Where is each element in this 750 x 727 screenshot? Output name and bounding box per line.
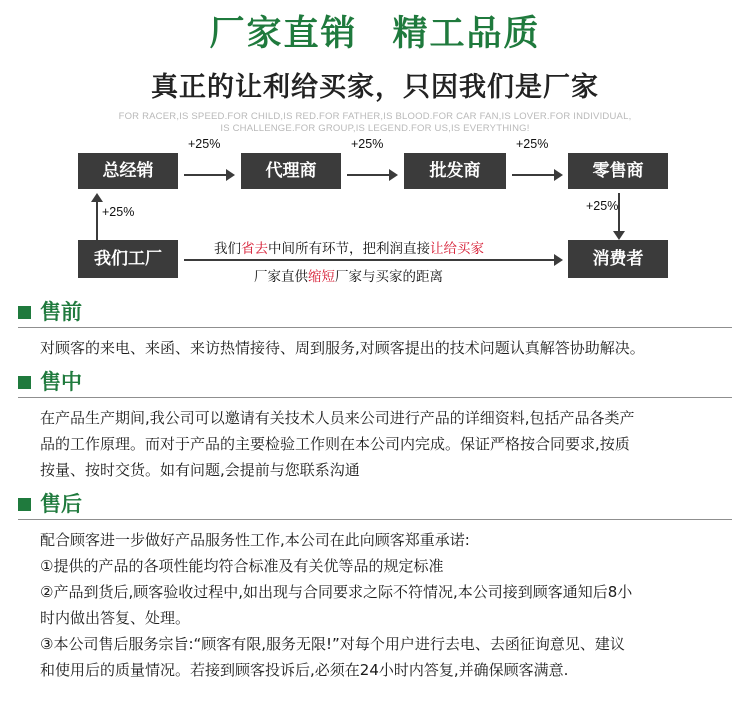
- node-retailer: 零售商: [568, 153, 668, 189]
- paragraph: 和使用后的质量情况。若接到顾客投诉后,必须在24小时内答复,并确保顾客满意.: [40, 661, 569, 679]
- node-wholesaler: 批发商: [404, 153, 506, 189]
- node-consumer: 消费者: [568, 240, 668, 278]
- square-bullet-icon: [18, 498, 31, 511]
- node-factory: 我们工厂: [78, 240, 178, 278]
- arrowhead-retailer-consumer: [613, 231, 625, 240]
- middle-text-red-2: 让给买家: [430, 241, 484, 257]
- supply-chain-diagram: [0, 137, 750, 291]
- section-during-sale: [0, 371, 750, 483]
- middle-text-1: 我们: [214, 241, 241, 257]
- english-tagline-line1: FOR RACER,IS SPEED.FOR CHILD,IS RED.FOR FATHER,IS BLOOD.FOR CAR FAN,IS LOVER.FOR INDIVIDUAL,: [118, 111, 632, 122]
- arrow-factory-consumer: [184, 259, 554, 261]
- section-after-sale-body: [18, 527, 732, 683]
- paragraph: 时内做出答复、处理。: [40, 609, 191, 627]
- paragraph: 对顾客的来电、来函、来访热情接待、周到服务,对顾客提出的技术问题认真解答协助解决。: [40, 339, 645, 357]
- section-during-sale-divider: [18, 397, 732, 398]
- section-pre-sale-body: [18, 335, 732, 361]
- paragraph: 在产品生产期间,我公司可以邀请有关技术人员来公司进行产品的详细资料,包括产品各类产: [40, 409, 635, 427]
- section-during-sale-header: [18, 371, 732, 393]
- percent-agent-wholesaler: +25%: [351, 137, 384, 151]
- percent-retailer-consumer: +25%: [586, 199, 619, 213]
- paragraph: ①提供的产品的各项性能均符合标准及有关优等品的规定标准: [40, 557, 444, 575]
- section-during-sale-body: [18, 405, 732, 483]
- paragraph: 按量、按时交货。如有问题,会提前与您联系沟通: [40, 461, 360, 479]
- section-pre-sale-title: 售前: [40, 300, 82, 324]
- arrow-factory-distributor: [96, 201, 98, 241]
- section-pre-sale-divider: [18, 327, 732, 328]
- middle-text-4: 厂家与买家的距离: [335, 269, 443, 285]
- page-title: [0, 0, 750, 56]
- arrowhead-agent-wholesaler: [389, 169, 398, 181]
- paragraph: ③本公司售后服务宗旨:“顾客有限,服务无限!”对每个用户进行去电、去函征询意见、建议: [40, 635, 625, 653]
- percent-distributor-agent: +25%: [188, 137, 221, 151]
- section-after-sale: [0, 493, 750, 683]
- section-during-sale-title: 售中: [40, 370, 82, 394]
- middle-text-red-1: 省去: [241, 241, 268, 257]
- middle-message-line1: [214, 237, 484, 257]
- title-right: 精工品质: [392, 14, 541, 54]
- arrowhead-factory-distributor: [91, 193, 103, 202]
- arrowhead-distributor-agent: [226, 169, 235, 181]
- node-distributor: 总经销: [78, 153, 178, 189]
- paragraph: ②产品到货后,顾客验收过程中,如出现与合同要求之际不符情况,本公司接到顾客通知后8小: [40, 583, 633, 601]
- section-after-sale-divider: [18, 519, 732, 520]
- middle-text-2: 中间所有环节，把利润直接: [268, 241, 430, 257]
- arrowhead-wholesaler-retailer: [554, 169, 563, 181]
- square-bullet-icon: [18, 306, 31, 319]
- page-subtitle: 真正的让利给买家，只因我们是厂家: [151, 72, 599, 103]
- percent-factory-distributor: +25%: [102, 205, 135, 219]
- node-agent: 代理商: [241, 153, 341, 189]
- title-left: 厂家直销: [209, 14, 358, 54]
- section-pre-sale-header: [18, 301, 732, 323]
- section-after-sale-title: 售后: [40, 492, 82, 516]
- square-bullet-icon: [18, 376, 31, 389]
- paragraph: 品的工作原理。而对于产品的主要检验工作则在本公司内完成。保证严格按合同要求,按质: [40, 435, 630, 453]
- arrowhead-factory-consumer: [554, 254, 563, 266]
- middle-text-red-3: 缩短: [308, 269, 335, 285]
- middle-message-line2: [254, 265, 443, 285]
- english-tagline-line2: IS CHALLENGE.FOR GROUP,IS LEGEND.FOR US,IS EVERYTHING!: [220, 123, 530, 134]
- arrow-agent-wholesaler: [347, 174, 389, 176]
- section-after-sale-header: [18, 493, 732, 515]
- section-pre-sale: [0, 301, 750, 361]
- arrow-wholesaler-retailer: [512, 174, 554, 176]
- paragraph: 配合顾客进一步做好产品服务性工作,本公司在此向顾客郑重承诺:: [40, 531, 470, 549]
- english-tagline: [0, 111, 750, 135]
- middle-text-3: 厂家直供: [254, 269, 308, 285]
- arrow-distributor-agent: [184, 174, 226, 176]
- percent-wholesaler-retailer: +25%: [516, 137, 549, 151]
